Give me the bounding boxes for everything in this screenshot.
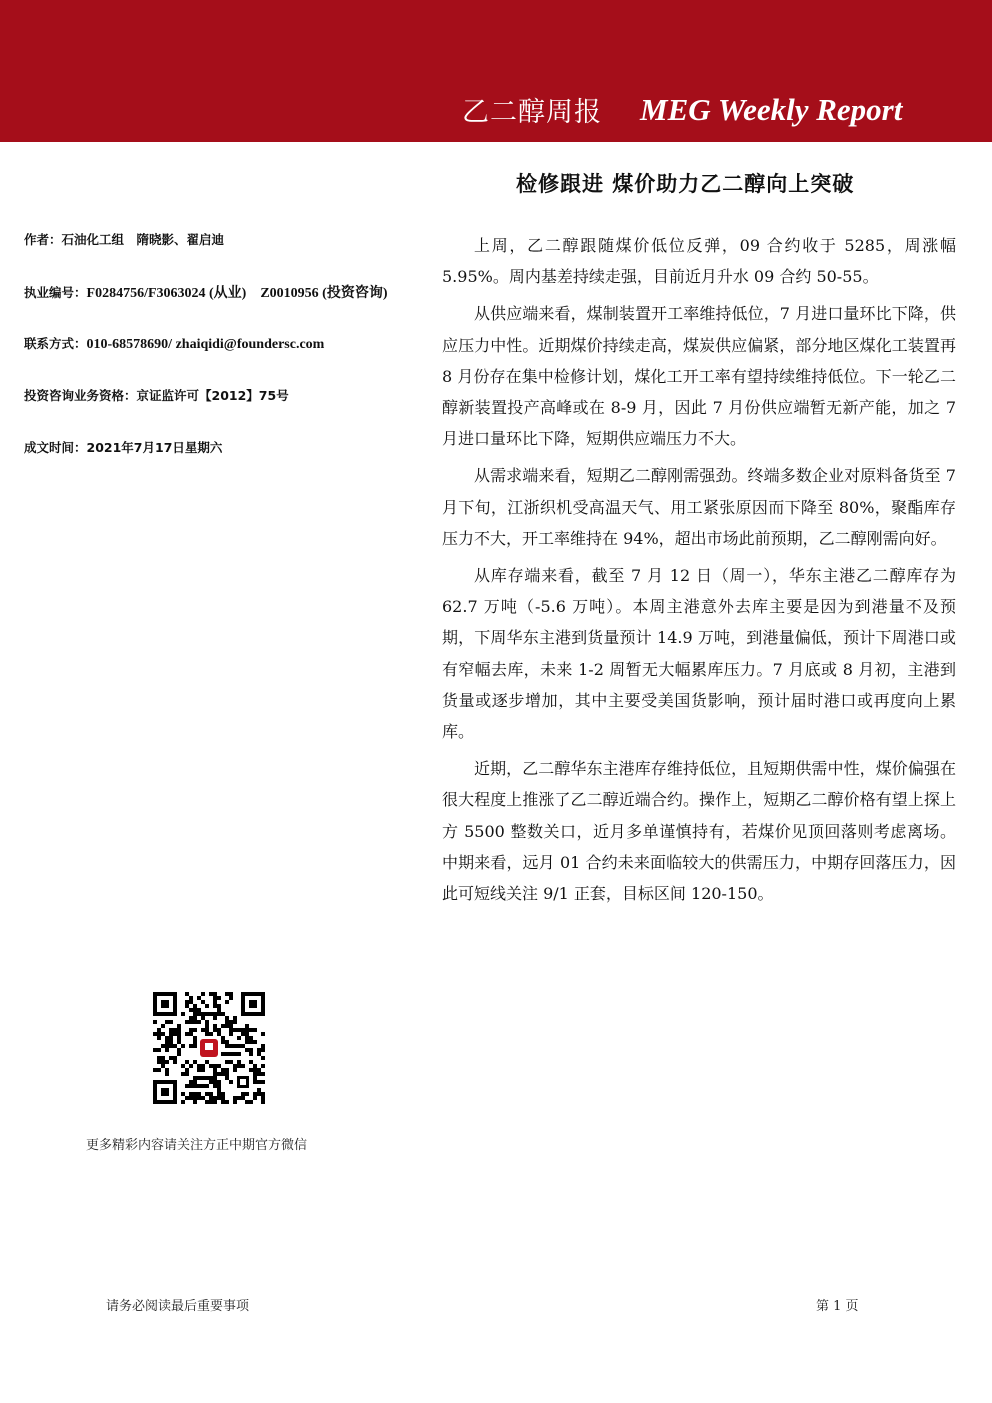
page-number: 第 1 页 bbox=[816, 1299, 859, 1314]
meta-label: 投资咨询业务资格： bbox=[24, 388, 137, 403]
body-paragraph: 从库存端来看，截至 7 月 12 日（周一），华东主港乙二醇库存为 62.7 万吨（-5.6 万吨）。本周主港意外去库主要是因为到港量不及预期，下周华东主港到货量预计 14.9 万吨，到港量偏低，预计下周港口或有窄幅去库，未来 1-2 周暂无大幅累库压力。7 月底或 8 月初，主港到货量或逐步增加，其中主要受美国货影响，预计届时港口或再度向上累库。 bbox=[442, 566, 956, 742]
meta-value: 石油化工组 隋晓影、翟启迪 bbox=[61, 232, 225, 247]
body-paragraph: 从供应端来看，煤制装置开工率维持低位，7 月进口量环比下降，供应压力中性。近期煤价持续走高，煤炭供应偏紧，部分地区煤化工装置再 8 月份存在集中检修计划，煤化工开工率有望持续维持低位。下一轮乙二醇新装置投产高峰或在 8-9 月，因此 7 月份供应端暂无新产能，加之 7 月进口量环比下降，短期供应端压力不大。 bbox=[442, 304, 956, 449]
meta-qualification bbox=[24, 386, 289, 404]
meta-contact bbox=[24, 334, 324, 353]
qr-caption: 更多精彩内容请关注方正中期官方微信 bbox=[86, 1138, 308, 1153]
meta-value: F0284756/F3063024 (从业) Z0010956 (投资咨询) bbox=[86, 286, 388, 301]
footer-notice: 请务必阅读最后重要事项 bbox=[106, 1299, 250, 1314]
body-paragraph: 近期，乙二醇华东主港库存维持低位，且短期供需中性，煤价偏强在很大程度上推涨了乙二醇近端合约。操作上，短期乙二醇价格有望上探上方 5500 整数关口，近月多单谨慎持有，若煤价见顶回落则考虑离场。中期来看，远月 01 合约未来面临较大的供需压力，中期存回落压力，因此可短线关注 9/1 正套，目标区间 120-150。 bbox=[442, 759, 956, 904]
report-series-title-zh: 乙二醇周报 bbox=[462, 97, 602, 128]
body-paragraph: 上周，乙二醇跟随煤价低位反弹，09 合约收于 5285，周涨幅 5.95%。周内基差持续走强，目前近月升水 09 合约 50-55。 bbox=[442, 236, 956, 287]
meta-label: 成文时间： bbox=[24, 440, 87, 455]
report-body bbox=[442, 230, 956, 915]
report-series-title-en: MEG Weekly Report bbox=[640, 92, 903, 127]
meta-value: 010-68578690/ zhaiqidi@foundersc.com bbox=[86, 337, 325, 352]
meta-value: 京证监许可【2012】75号 bbox=[136, 388, 289, 403]
meta-date bbox=[24, 438, 222, 456]
report-title: 检修跟进 煤价助力乙二醇向上突破 bbox=[516, 172, 855, 196]
meta-license bbox=[24, 282, 388, 302]
meta-author bbox=[24, 230, 224, 248]
meta-value: 2021年7月17日星期六 bbox=[86, 440, 223, 455]
body-paragraph: 从需求端来看，短期乙二醇刚需强劲。终端多数企业对原料备货至 7 月下旬，江浙织机受高温天气、用工紧张原因而下降至 80%，聚酯库存压力不大，开工率维持在 94%，超出市场此前预期，乙二醇刚需向好。 bbox=[442, 466, 956, 548]
meta-label: 作者： bbox=[24, 232, 62, 247]
meta-label: 执业编号： bbox=[24, 285, 87, 300]
qr-code-icon bbox=[153, 992, 265, 1104]
header-banner bbox=[0, 0, 992, 142]
meta-label: 联系方式： bbox=[24, 336, 87, 351]
